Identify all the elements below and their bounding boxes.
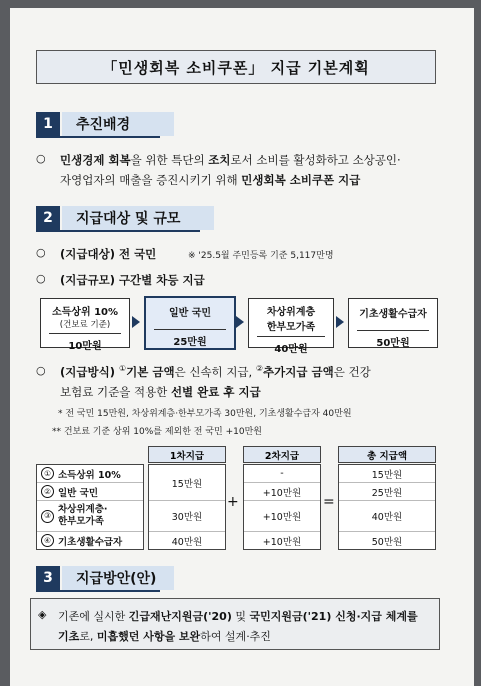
flow-name: 소득상위 10% [51,307,119,318]
bullet-diamond-icon: ◈ [38,608,47,621]
table-row-labels [36,464,144,550]
bullet-circle: ○ [36,364,46,377]
flow-box-basic-livelihood [348,298,438,348]
section-1-number: 1 [36,112,60,136]
arrow-right-icon [236,316,244,328]
table-header-total: 총 지급액 [338,446,436,463]
flow-name: 일반 국민 [168,308,212,319]
flow-box-near-poverty [248,298,334,355]
method-line-2: 보험료 기준을 적용한 선별 완료 후 지급 [60,385,261,399]
divider [257,336,325,337]
divider [49,333,121,334]
flow-name: 기초생활수급자 [359,309,427,320]
section-3-number: 3 [36,566,60,590]
target-note: ※ '25.5월 주민등록 기준 5,117만명 [188,251,334,261]
table-cell: 15만원 [371,469,403,481]
table-row-label: ② 일반 국민 [37,483,143,500]
note-1: * 전 국민 15만원, 차상위계층·한부모가족 30만원, 기초생활수급자 40만원 [58,409,352,419]
note-2: ** 건보료 기준 상위 10%를 제외한 전 국민 +10만원 [52,427,262,437]
section-2-title: 지급대상 및 규모 [62,206,214,230]
table-cell: +10만원 [262,487,302,499]
plan-line-2: 기초로, 미흡했던 사항을 보완하여 설계·추진 [58,630,271,643]
divider [154,329,226,330]
arrow-right-icon [336,316,344,328]
method-line-1: (지급방식) ①기본 금액은 신속히 지급, ②추가지급 금액은 건강 [60,364,371,379]
section-3-title: 지급방안(안) [62,566,174,590]
flow-amount: 25만원 [173,337,207,348]
arrow-right-icon [132,316,140,328]
flow-box-general [144,296,236,350]
table-cell: +10만원 [262,512,302,523]
table-cell: 50만원 [371,536,403,548]
table-cell: +10만원 [262,536,302,548]
bullet-circle: ○ [36,152,46,165]
table-cell: 30만원 [171,512,203,523]
section-1-underline [36,136,160,138]
table-cell: 15만원 [171,478,203,490]
divider [357,330,429,331]
table-column-first [148,464,226,550]
flow-amount: 40만원 [274,344,308,355]
table-cell: 40만원 [371,512,403,523]
table-header-first: 1차지급 [148,446,226,463]
section-3-underline [36,590,160,592]
table-row-label: ③ 차상위계층· 한부모가족 [37,501,143,531]
target-label: (지급대상) 전 국민 [60,247,157,261]
table-row-label: ④ 기초생활수급자 [37,532,143,549]
page-title: 「민생회복 소비쿠폰」 지급 기본계획 [36,50,436,84]
equals-sign: = [323,494,335,510]
plus-sign: + [227,494,239,510]
table-cell: - [280,468,284,479]
flow-box-top10 [40,298,130,352]
section-1-title: 추진배경 [62,112,174,136]
table-column-second [243,464,321,550]
table-row-label: ① 소득상위 10% [37,465,143,482]
flow-amount: 10만원 [68,341,102,352]
section-2-number: 2 [36,206,60,230]
table-cell: 40만원 [171,536,203,548]
table-header-second: 2차지급 [243,446,321,463]
flow-name: 차상위계층 [266,307,316,318]
plan-line-1: 기존에 실시한 긴급재난지원금('20) 및 국민지원금('21) 신청·지급 체계를 [58,610,418,623]
flow-sub: (건보료 기준) [59,320,111,330]
table-column-total [338,464,436,550]
flow-sub: 한부모가족 [266,322,316,333]
bullet-circle: ○ [36,272,46,285]
bullet-circle: ○ [36,246,46,259]
section-2-underline [36,230,200,232]
scale-label: (지급규모) 구간별 차등 지급 [60,273,205,287]
flow-amount: 50만원 [376,338,410,349]
table-cell: 25만원 [371,487,403,499]
background-line-1: 민생경제 회복을 위한 특단의 조치로서 소비를 활성화하고 소상공인· [60,153,401,167]
background-line-2: 자영업자의 매출을 증진시키기 위해 민생회복 소비쿠폰 지급 [60,173,361,187]
